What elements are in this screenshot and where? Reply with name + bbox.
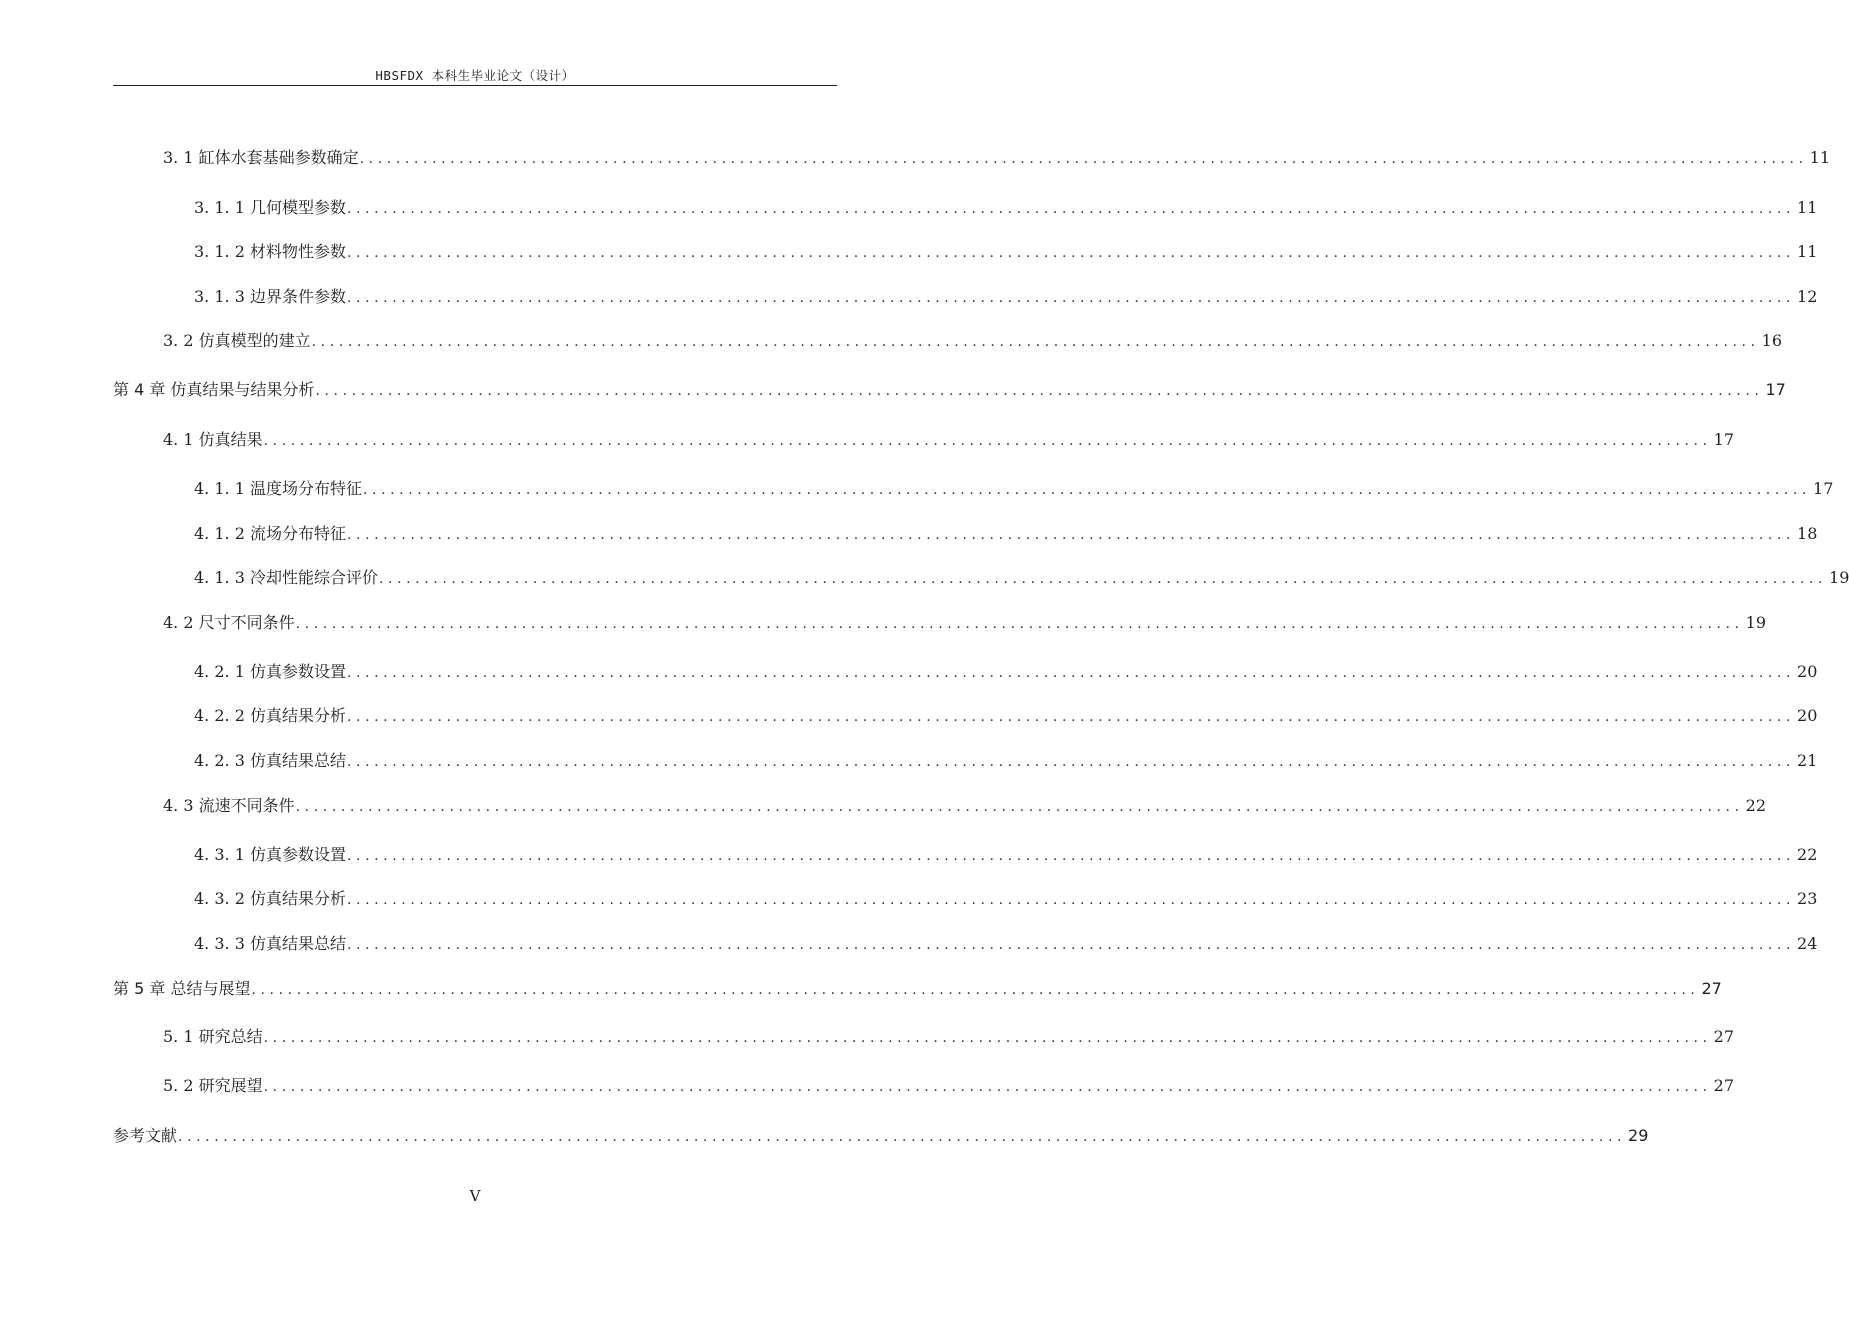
toc-dot-leader: ................................................................................................................................................................ (346, 245, 1796, 261)
page-number: V (469, 1187, 481, 1205)
toc-entry[interactable] (194, 567, 1849, 589)
toc-entry[interactable] (113, 379, 1786, 401)
toc-entry-page: 11 (1809, 148, 1831, 167)
toc-entry-page: 29 (1628, 1126, 1649, 1145)
toc-entry[interactable] (194, 478, 1834, 500)
toc-dot-leader: ................................................................................................................................................................ (263, 1030, 1712, 1046)
toc-entry-title: 4. 2. 2 仿真结果分析 (194, 706, 346, 725)
toc-entry[interactable] (194, 241, 1818, 263)
toc-entry[interactable] (163, 1026, 1735, 1048)
toc-entry-page: 27 (1701, 979, 1722, 998)
toc-dot-leader: ................................................................................................................................................................ (263, 433, 1712, 449)
toc-entry-page: 20 (1797, 706, 1818, 725)
toc-entry-title: 第 4 章 仿真结果与结果分析 (113, 380, 315, 399)
toc-entry-page: 27 (1713, 1076, 1735, 1095)
toc-entry-page: 17 (1713, 430, 1735, 449)
toc-entry-page: 18 (1797, 524, 1818, 543)
toc-entry-page: 19 (1745, 613, 1767, 632)
toc-entry[interactable] (194, 888, 1818, 910)
toc-entry[interactable] (194, 750, 1818, 772)
toc-entry-page: 27 (1713, 1027, 1735, 1046)
toc-entry-title: 3. 2 仿真模型的建立 (163, 331, 311, 350)
toc-entry[interactable] (194, 933, 1818, 955)
toc-dot-leader: ................................................................................................................................................................ (311, 334, 1760, 350)
toc-entry[interactable] (163, 1075, 1735, 1097)
toc-entry-page: 17 (1765, 380, 1786, 399)
toc-entry-title: 3. 1. 2 材料物性参数 (194, 242, 346, 261)
toc-entry-title: 3. 1. 3 边界条件参数 (194, 287, 346, 306)
toc-entry-title: 4. 2. 3 仿真结果总结 (194, 751, 346, 770)
toc-entry-title: 4. 2 尺寸不同条件 (163, 613, 295, 632)
toc-entry[interactable] (113, 978, 1722, 1000)
toc-dot-leader: ................................................................................................................................................................ (346, 754, 1796, 770)
page-header: HBSFDX 本科生毕业论文（设计） (375, 68, 575, 83)
toc-entry[interactable] (194, 523, 1818, 545)
toc-dot-leader: ................................................................................................................................................................ (378, 571, 1828, 587)
toc-entry-title: 4. 3 流速不同条件 (163, 796, 295, 815)
toc-entry-page: 24 (1797, 934, 1818, 953)
toc-dot-leader: ................................................................................................................................................................ (346, 892, 1796, 908)
toc-dot-leader: ................................................................................................................................................................ (346, 290, 1796, 306)
toc-dot-leader: ................................................................................................................................................................ (359, 151, 1808, 167)
toc-entry[interactable] (194, 197, 1818, 219)
toc-entry-page: 20 (1797, 662, 1818, 681)
toc-dot-leader: ................................................................................................................................................................ (346, 848, 1796, 864)
toc-dot-leader: ................................................................................................................................................................ (315, 383, 1764, 399)
toc-entry-title: 5. 1 研究总结 (163, 1027, 263, 1046)
toc-entry[interactable] (163, 330, 1783, 352)
toc-entry-page: 11 (1797, 242, 1818, 261)
toc-entry-page: 21 (1797, 751, 1818, 770)
toc-entry[interactable] (163, 429, 1735, 451)
toc-entry[interactable] (163, 612, 1767, 634)
toc-entry-title: 4. 2. 1 仿真参数设置 (194, 662, 346, 681)
toc-entry[interactable] (194, 705, 1818, 727)
toc-entry-title: 3. 1. 1 几何模型参数 (194, 198, 346, 217)
toc-dot-leader: ................................................................................................................................................................ (346, 665, 1796, 681)
toc-entry-title: 4. 1. 1 温度场分布特征 (194, 479, 362, 498)
toc-entry[interactable] (194, 286, 1818, 308)
toc-entry-title: 4. 1. 2 流场分布特征 (194, 524, 346, 543)
toc-entry-page: 22 (1745, 796, 1767, 815)
toc-dot-leader: ................................................................................................................................................................ (295, 616, 1744, 632)
toc-entry-page: 19 (1829, 568, 1849, 587)
toc-dot-leader: ................................................................................................................................................................ (295, 799, 1744, 815)
toc-entry[interactable] (113, 1125, 1649, 1147)
toc-dot-leader: ................................................................................................................................................................ (263, 1079, 1712, 1095)
toc-dot-leader: ................................................................................................................................................................ (251, 982, 1700, 998)
toc-entry-title: 4. 1. 3 冷却性能综合评价 (194, 568, 378, 587)
toc-entry-page: 16 (1761, 331, 1783, 350)
toc-entry-title: 第 5 章 总结与展望 (113, 979, 251, 998)
toc-dot-leader: ................................................................................................................................................................ (362, 482, 1812, 498)
toc-entry-title: 4. 1 仿真结果 (163, 430, 263, 449)
toc-dot-leader: ................................................................................................................................................................ (178, 1129, 1627, 1145)
toc-dot-leader: ................................................................................................................................................................ (346, 201, 1796, 217)
toc-entry[interactable] (163, 795, 1767, 817)
toc-dot-leader: ................................................................................................................................................................ (346, 937, 1796, 953)
toc-entry-title: 5. 2 研究展望 (163, 1076, 263, 1095)
toc-entry-title: 4. 3. 2 仿真结果分析 (194, 889, 346, 908)
toc-dot-leader: ................................................................................................................................................................ (346, 527, 1796, 543)
toc-entry-title: 4. 3. 1 仿真参数设置 (194, 845, 346, 864)
toc-entry-page: 23 (1797, 889, 1818, 908)
toc-entry-title: 4. 3. 3 仿真结果总结 (194, 934, 346, 953)
toc-entry-title: 3. 1 缸体水套基础参数确定 (163, 148, 359, 167)
toc-dot-leader: ................................................................................................................................................................ (346, 709, 1796, 725)
toc-entry-page: 22 (1797, 845, 1818, 864)
toc-entry-page: 11 (1797, 198, 1818, 217)
toc-entry[interactable] (163, 147, 1831, 169)
toc-entry-title: 参考文献 (113, 1126, 178, 1145)
toc-entry-page: 12 (1797, 287, 1818, 306)
toc-entry-page: 17 (1813, 479, 1834, 498)
toc-entry[interactable] (194, 844, 1818, 866)
toc-entry[interactable] (194, 661, 1818, 683)
